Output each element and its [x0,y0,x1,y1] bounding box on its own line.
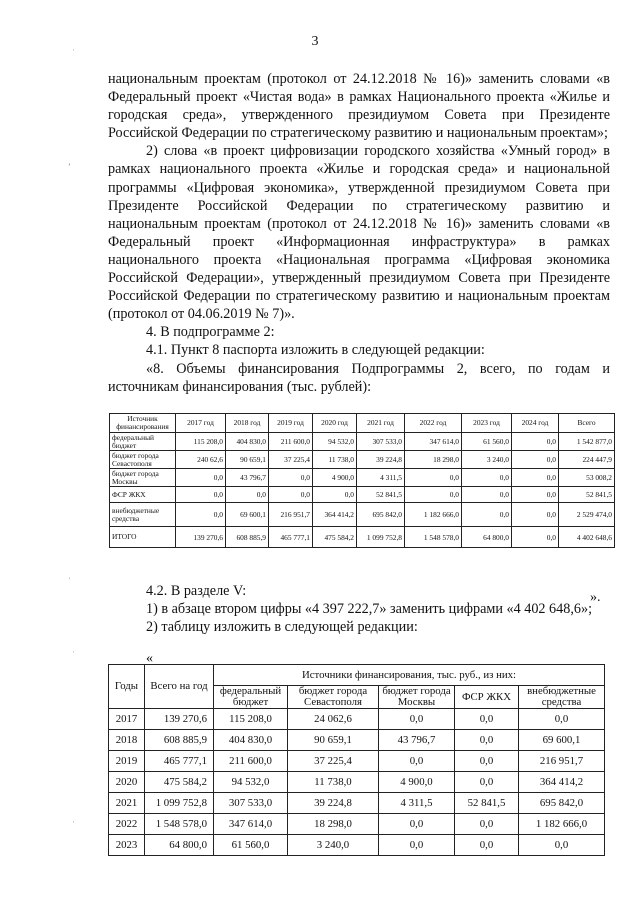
paragraph-8-volumes: «8. Объемы финансирования Подпрограммы 2, всего, по годам и источникам финансирования (тыс. рублей): [108,360,610,395]
paragraph-item-2-table: 2) таблицу изложить в следующей редакции: [146,619,418,636]
table-header-cell: 2017 год [176,414,226,433]
table-cell: 224 447,9 [559,451,615,469]
paragraph-subprogram-2: 4. В подпрограмме 2: [146,324,275,341]
header-sevastopol: бюджет города Севастополя [288,686,379,709]
table-cell: 307 533,0 [357,433,405,451]
table-cell: 240 62,6 [176,451,226,469]
table-cell: федеральный бюджет [110,433,176,451]
table-cell: 0,0 [512,503,559,527]
table-row [110,487,615,503]
table-cell: 3 240,0 [288,835,379,856]
table-cell: 61 560,0 [214,835,288,856]
table-cell: 18 298,0 [405,451,462,469]
table-cell: 94 532,0 [214,772,288,793]
table-cell: 69 600,1 [519,730,605,751]
header-moscow: бюджет города Москвы [379,686,455,709]
table-cell: 0,0 [512,487,559,503]
table-cell: 2021 [109,793,145,814]
table-cell: 0,0 [405,469,462,487]
scan-mark: ˌ [68,570,71,579]
table-cell: 1 182 666,0 [405,503,462,527]
header-fsr: ФСР ЖКХ [455,686,519,709]
table-cell: 2023 [109,835,145,856]
table-row [109,772,605,793]
table-cell: 90 659,1 [288,730,379,751]
table-cell: 0,0 [519,709,605,730]
table-cell: 2020 [109,772,145,793]
table-cell: 3 240,0 [462,451,512,469]
table-cell: 39 224,8 [288,793,379,814]
table-cell: 2018 [109,730,145,751]
table-cell: 0,0 [462,487,512,503]
table-cell: 1 542 877,0 [559,433,615,451]
table-cell: 52 841,5 [357,487,405,503]
closing-quote: ». [590,590,601,605]
paragraph-item-1: 1) в абзаце втором цифры «4 397 222,7» заменить цифрами «4 402 648,6»; [146,601,593,618]
table-cell: 0,0 [462,503,512,527]
table-cell: 307 533,0 [214,793,288,814]
table-cell: ИТОГО [110,527,176,548]
table-cell: 211 600,0 [214,751,288,772]
table-cell: 0,0 [455,835,519,856]
table-cell: 11 738,0 [288,772,379,793]
table-header-cell: Источник финансирования [110,414,176,433]
table-header-cell: 2024 год [512,414,559,433]
table-cell: 465 777,1 [145,751,214,772]
scan-mark: ˈ [72,820,75,829]
page-number: 3 [311,34,319,49]
header-offbudget: внебюджетные средства [519,686,605,709]
table-cell: 0,0 [512,469,559,487]
table-cell: 2017 [109,709,145,730]
header-federal: федеральный бюджет [214,686,288,709]
table-cell: 364 414,2 [313,503,357,527]
table-cell: 43 796,7 [226,469,269,487]
paragraph-4-2: 4.2. В разделе V: [146,583,247,599]
table-cell: 64 800,0 [145,835,214,856]
table-cell: 695 842,0 [357,503,405,527]
table-row [110,503,615,527]
table-row [109,751,605,772]
table-row [109,793,605,814]
table-cell: бюджет города Севастополя [110,451,176,469]
table-cell: 211 600,0 [269,433,313,451]
scan-mark: ˈ [72,48,75,57]
table-cell: 475 584,2 [313,527,357,548]
table-cell: 475 584,2 [145,772,214,793]
table-cell: 0,0 [226,487,269,503]
table-cell: 364 414,2 [519,772,605,793]
header-sources: Источники финансирования, тыс. руб., из них: [214,665,605,686]
table-header-cell: 2023 год [462,414,512,433]
table-header-cell: 2018 год [226,414,269,433]
table-cell: 0,0 [512,433,559,451]
table-cell: 2019 [109,751,145,772]
table-cell: 115 208,0 [176,433,226,451]
table-cell: 0,0 [269,487,313,503]
table-row [109,814,605,835]
table-header-cell: 2021 год [357,414,405,433]
paragraph-continuation: национальным проектам (протокол от 24.12.2018 № 16)» заменить словами «в Федеральный проект «Чистая вода» в рамках Национального проекта «Жилье и городская среда», утвержденного президиумом Совета при Президенте Российской Федерации по стратегическому развитию и национальным проектам»; [108,71,610,142]
table-cell: 1 182 666,0 [519,814,605,835]
table-cell: 404 830,0 [226,433,269,451]
scan-mark: ˈ [72,650,75,659]
table-header-cell: 2019 год [269,414,313,433]
table-header-row [110,414,615,433]
scan-mark: ʼ [68,162,71,171]
table-cell: 4 900,0 [313,469,357,487]
table-row [109,835,605,856]
table-cell: 0,0 [512,527,559,548]
table-cell: ФСР ЖКХ [110,487,176,503]
table-cell: 695 842,0 [519,793,605,814]
table-cell: 0,0 [455,709,519,730]
table-row [110,469,615,487]
table-cell: 0,0 [313,487,357,503]
funding-table-section-v [108,664,605,856]
table-cell: 4 311,5 [357,469,405,487]
mid-text-block [108,582,610,636]
table-cell: 4 402 648,6 [559,527,615,548]
table-cell: 37 225,4 [269,451,313,469]
table-cell: 0,0 [379,835,455,856]
table-cell: 0,0 [176,487,226,503]
table-cell: 115 208,0 [214,709,288,730]
table-cell: 0,0 [176,503,226,527]
table-cell: 94 532,0 [313,433,357,451]
table-cell: 0,0 [379,751,455,772]
top-text-block [108,70,610,396]
table-cell: 2 529 474,0 [559,503,615,527]
table-cell: 2022 [109,814,145,835]
table-cell: 0,0 [455,772,519,793]
table-header-cell: Всего [559,414,615,433]
table-cell: 608 885,9 [226,527,269,548]
table-cell: 18 298,0 [288,814,379,835]
table-cell: 139 270,6 [145,709,214,730]
table-cell: 53 008,2 [559,469,615,487]
table-cell: 0,0 [176,469,226,487]
table-cell: 0,0 [512,451,559,469]
table-cell: 216 951,7 [519,751,605,772]
table-cell: 0,0 [519,835,605,856]
table-row [109,730,605,751]
table-cell: бюджет города Москвы [110,469,176,487]
table-cell: 608 885,9 [145,730,214,751]
table-cell: 39 224,8 [357,451,405,469]
table-cell: 1 548 578,0 [145,814,214,835]
table-cell: 0,0 [379,814,455,835]
table-cell: 61 560,0 [462,433,512,451]
table-row [110,527,615,548]
table-cell: 90 659,1 [226,451,269,469]
opening-quote: « [146,651,153,666]
paragraph-item-2: 2) слова «в проект цифровизации городского хозяйства «Умный город» в рамках национального проекта «Жилье и городская среда» и национальной программы «Цифровая экономика», утвержденной президиумом Совета при Президенте Российской Федерации по стратегическому развитию и национальным проектам (протокол от 24.12.2018 № 16)» заменить словами «в Федеральный проект «Информационная инфраструктура» в рамках национального проекта «Национальная программа «Цифровая экономика Российской Федерации», утвержденный президиумом Совета при Президенте Российской Федерации по стратегическому развитию и национальным проектам (протокол от 04.06.2019 № 7)». [108,143,610,323]
table-cell: 4 900,0 [379,772,455,793]
table-cell: 1 548 578,0 [405,527,462,548]
table-cell: 52 841,5 [559,487,615,503]
table-cell: 0,0 [269,469,313,487]
table-row [110,451,615,469]
table-cell: 0,0 [455,814,519,835]
table-cell: 0,0 [462,469,512,487]
table-cell: 347 614,0 [405,433,462,451]
table-cell: 0,0 [379,709,455,730]
table-cell: 4 311,5 [379,793,455,814]
table-cell: 1 099 752,8 [145,793,214,814]
funding-table-passport [109,413,615,548]
table-cell: 64 800,0 [462,527,512,548]
table-cell: 1 099 752,8 [357,527,405,548]
table-row [109,709,605,730]
table-header-row [109,665,605,686]
table-cell: 216 951,7 [269,503,313,527]
table-cell: 404 830,0 [214,730,288,751]
table-cell: 465 777,1 [269,527,313,548]
table-header-cell: 2020 год [313,414,357,433]
table-cell: 0,0 [455,751,519,772]
table-header-cell: 2022 год [405,414,462,433]
table-cell: 0,0 [405,487,462,503]
table-row [110,433,615,451]
table-cell: 37 225,4 [288,751,379,772]
table-cell: 69 600,1 [226,503,269,527]
table-cell: 43 796,7 [379,730,455,751]
table-cell: 24 062,6 [288,709,379,730]
header-total: Всего на год [145,665,214,709]
table-cell: 11 738,0 [313,451,357,469]
paragraph-4-1: 4.1. Пункт 8 паспорта изложить в следующей редакции: [146,342,485,359]
table-cell: 52 841,5 [455,793,519,814]
table-cell: 347 614,0 [214,814,288,835]
header-years: Годы [109,665,145,709]
table-cell: внебюджетные средства [110,503,176,527]
table-cell: 0,0 [455,730,519,751]
table-cell: 139 270,6 [176,527,226,548]
